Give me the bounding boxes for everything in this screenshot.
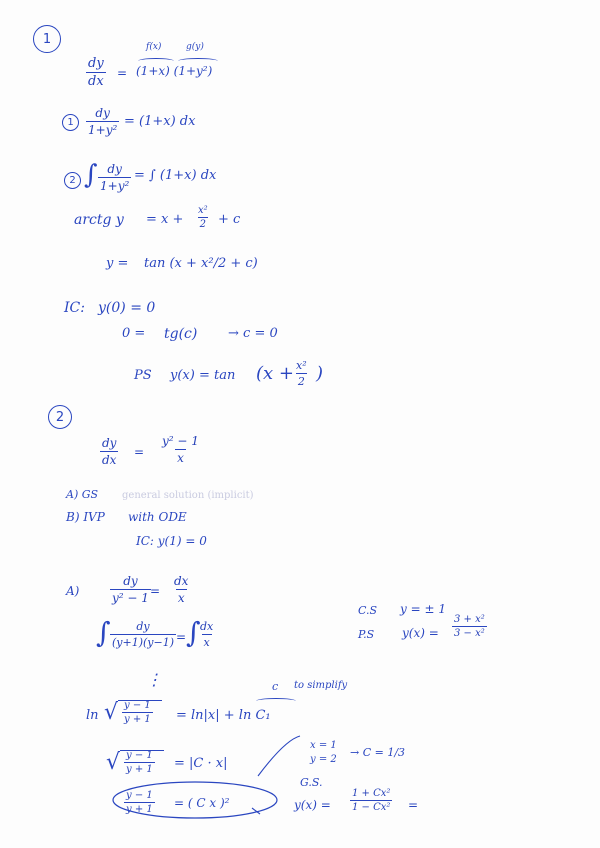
gy-label: g(y) [186, 42, 204, 52]
gs-label: G.S. [300, 776, 323, 789]
ic-value: y(0) = 0 [98, 300, 156, 316]
a-lhs-num: dy [123, 574, 138, 588]
int-rhs-den: x [203, 636, 210, 649]
y-eq-lhs: y = [106, 256, 129, 271]
step1-rhs: = (1+x) dx [124, 114, 196, 129]
ps1-lhs: y(x) = tan [170, 368, 236, 383]
arctg-mid: = x + [146, 212, 184, 227]
step2-rhs: = ∫ (1+x) dx [134, 168, 217, 183]
c-note: c [272, 680, 279, 693]
sub-result: → C = 1/3 [350, 746, 406, 759]
step2-den: 1+y² [100, 179, 130, 193]
p2-eq-equals: = [134, 445, 145, 459]
arctg-num: x² [198, 205, 208, 216]
vertical-dots: ⋮ [146, 670, 162, 689]
c-note-text: to simplify [294, 680, 348, 691]
a-equals: = [150, 584, 161, 598]
gs-lhs: y(x) = [294, 798, 331, 812]
ic-label: IC: [64, 300, 85, 316]
arctg-c: + c [218, 212, 241, 227]
task-b-ic: IC: y(1) = 0 [136, 534, 207, 548]
ps1-den: 2 [297, 375, 305, 388]
cs-value: y = ± 1 [400, 602, 446, 616]
step2-integral: ∫ [84, 160, 98, 190]
ps1-paren-open: (x + [256, 363, 294, 384]
fx-label: f(x) [146, 42, 162, 52]
ln-den: y + 1 [124, 714, 151, 725]
sqrt-sign: √ [106, 750, 121, 775]
final-equation-oval [113, 782, 277, 818]
step-1-number: 1 [67, 117, 74, 128]
ps2-num: 3 + x² [454, 614, 485, 625]
gs-den: 1 − Cx² [352, 802, 391, 813]
p2-eq-rhs-den: x [177, 451, 184, 465]
ps1-num: x² [296, 359, 307, 372]
a-rhs-num: dx [174, 574, 189, 588]
section-1-number: 1 [42, 31, 52, 47]
fin-den: y + 1 [126, 804, 153, 815]
a-rhs-den: x [177, 591, 185, 605]
p2-eq-den: dx [102, 453, 117, 467]
a-lhs-den: y² − 1 [112, 591, 149, 605]
eq1-equals: = [117, 66, 128, 80]
step1-den: 1+y² [88, 123, 118, 137]
task-b-label: B) IVP [66, 510, 105, 524]
gs-num: 1 + Cx² [352, 788, 391, 799]
eq1-lhs-den: dx [88, 74, 104, 89]
fin-num: y − 1 [126, 790, 153, 801]
ps2-den: 3 − x² [454, 628, 485, 639]
int-sign-right: ∫ [186, 616, 201, 649]
gs-tail: = [408, 798, 419, 812]
ps2-label: P.S [358, 628, 375, 641]
ps1-label: PS [134, 368, 152, 383]
p2-eq-num: dy [102, 436, 117, 450]
ln-rhs: = ln|x| + ln C₁ [176, 708, 271, 723]
arctg-den: 2 [199, 219, 207, 230]
int-lhs-num: dy [136, 620, 150, 633]
connector-line [258, 736, 300, 776]
task-a-label: A) GS [66, 488, 99, 501]
ln-lhs: ln [86, 708, 99, 723]
ps1-paren-close: ) [316, 363, 324, 384]
sqrt-rhs: = |C · x| [174, 756, 228, 771]
task-b-rest: with ODE [128, 510, 187, 524]
sqrt-den: y + 1 [126, 764, 153, 775]
sub-x: x = 1 [310, 740, 337, 751]
eq1-lhs-num: dy [88, 56, 104, 71]
p2-eq-rhs-num: y² − 1 [162, 434, 199, 448]
step2-num: dy [107, 162, 122, 176]
eq1-rhs: (1+x) (1+y²) [136, 64, 213, 78]
ps2-lhs: y(x) = [402, 626, 439, 640]
arctg-lhs: arctg y [74, 212, 124, 228]
step-2-number: 2 [69, 175, 76, 186]
sub-y: y = 2 [310, 754, 337, 765]
ln-num: y − 1 [124, 700, 151, 711]
ln-sqrt: √ [104, 700, 119, 725]
ic2-rhs: → c = 0 [228, 326, 278, 341]
step1-num: dy [95, 106, 110, 120]
section-2-number: 2 [55, 409, 65, 425]
fin-rhs: = ( C x )² [174, 796, 230, 810]
int-lhs-den: (y+1)(y−1) [112, 636, 175, 649]
int-sign-left: ∫ [96, 616, 111, 649]
cs-label: C.S [358, 604, 378, 617]
sqrt-num: y − 1 [126, 750, 153, 761]
int-rhs-num: dx [200, 620, 214, 633]
int-equals: = [176, 630, 187, 644]
ic2-mid: tg(c) [164, 326, 198, 342]
a-label: A) [66, 584, 80, 598]
ic2-lhs: 0 = [122, 326, 146, 341]
task-a-faint-note: general solution (implicit) [122, 490, 254, 501]
y-eq-rhs: tan (x + x²/2 + c) [144, 256, 258, 271]
